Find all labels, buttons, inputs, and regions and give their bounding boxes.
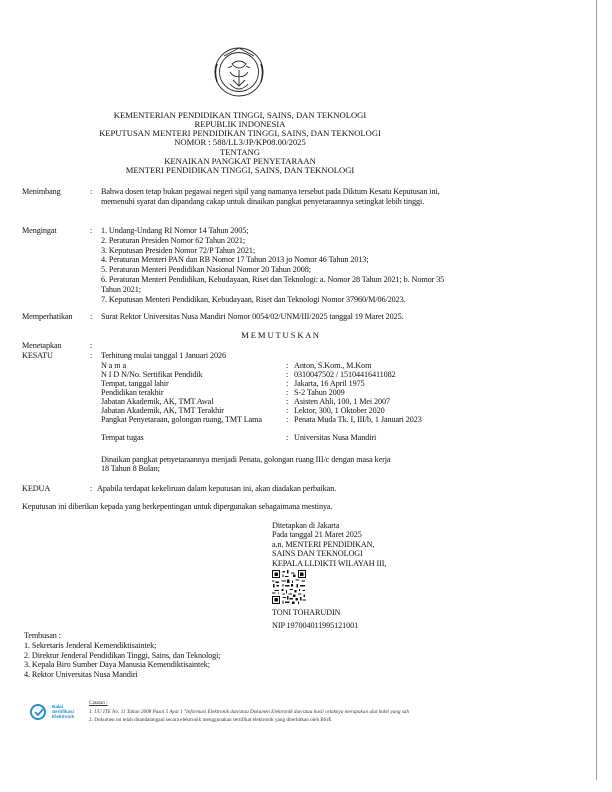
mengingat-item: 7. Keputusan Menteri Pendidikan, Kebudayaan, Riset dan Teknologi Nomor 37960/M/06/2023. — [101, 294, 406, 304]
field-value: Jakarta, 16 April 1975 — [294, 379, 365, 388]
field-value: Asisten Ahli, 100, 1 Mei 2007 — [294, 397, 391, 406]
qr-code-icon — [272, 570, 306, 604]
menetapkan-colon: : — [90, 341, 93, 350]
decree-number: NOMOR : 588/LL3/JP/KP08.00/2025 — [174, 137, 306, 147]
mengingat-list — [101, 226, 463, 304]
field-sep: : — [286, 379, 289, 388]
ministry-name: KEMENTERIAN PENDIDIKAN TINGGI, SAINS, DAN TEKNOLOGI — [113, 110, 367, 120]
republic-name: REPUBLIK INDONESIA — [194, 119, 286, 129]
tembusan-item: 2. Direktur Jenderal Pendidikan Tinggi, Sains, dan Teknologi; — [24, 650, 221, 660]
signature-position: KEPALA LLDIKTI WILAYAH III, — [272, 558, 387, 568]
signature-place: Ditetapkan di Jakarta — [272, 521, 340, 530]
bsre-label: Balai Sertifikasi Elektronik — [52, 704, 75, 719]
field-sep: : — [286, 370, 289, 379]
kesatu-fields — [101, 361, 461, 442]
field-key: N a m a — [101, 361, 126, 370]
menimbang-text: Bahwa dosen tetap bukan pegawai negeri sipil yang namanya tersebut pada Diktum Kesatu Keputusan ini, memenuhi syarat dan dipandang cakap untuk dinaikan pangkat penyetaraannya setingkat lebih tinggi. — [101, 187, 440, 206]
field-row — [101, 370, 461, 379]
mengingat-item: 4. Peraturan Menteri PAN dan RB Nomor 17 Tahun 2013 jo Nomor 46 Tahun 2013; — [101, 255, 369, 265]
field-row — [101, 415, 461, 433]
menimbang-label: Menimbang — [22, 187, 61, 196]
kesatu-colon: : — [90, 351, 93, 360]
field-row — [101, 388, 461, 397]
field-value: Lektor, 300, 1 Oktober 2020 — [294, 406, 385, 415]
field-key: Tempat tugas — [101, 433, 144, 442]
field-sep: : — [286, 433, 289, 442]
mengingat-item: 6. Peraturan Menteri Pendidikan, Kebudayaan, Riset dan Teknologi: a. Nomor 28 Tahun 2021; b. Nomor 35 Tahun 2021; — [101, 274, 445, 294]
kesatu-label: KESATU — [22, 351, 53, 360]
kedua-label: KEDUA — [22, 484, 51, 493]
decree-title: KEPUTUSAN MENTERI PENDIDIKAN TINGGI, SAINS, DAN TEKNOLOGI — [99, 128, 381, 138]
field-value: 0310047502 / 15104416411082 — [294, 370, 396, 379]
field-sep: : — [286, 406, 289, 415]
footer-catatan: Catatan : — [89, 700, 108, 706]
memperhatikan-label: Memperhatikan — [22, 312, 73, 321]
field-sep: : — [286, 388, 289, 397]
field-value: Anton, S.Kom., M.Kom — [294, 361, 372, 370]
closing-statement: Keputusan ini diberikan kepada yang berkepentingan untuk dipergunakan sebagaimana mestinya. — [22, 502, 333, 511]
signature-behalf-2: SAINS DAN TEKNOLOGI — [272, 549, 363, 559]
subject-line-1: KENAIKAN PANGKAT PENYETARAAN — [164, 156, 316, 166]
field-key: Tempat, tanggal lahir — [101, 379, 169, 388]
signatory-nip: NIP 197004011995121001 — [272, 621, 359, 630]
tembusan-block — [24, 631, 220, 680]
field-value: Penata Muda Tk. I, III/b, 1 Januari 2023 — [294, 415, 422, 424]
tembusan-title: Tembusan : — [24, 631, 61, 640]
field-sep: : — [286, 361, 289, 370]
subject-line-2: MENTERI PENDIDIKAN TINGGI, SAINS, DAN TEKNOLOGI — [125, 165, 355, 175]
signature-date: Pada tanggal 21 Maret 2025 — [272, 530, 362, 540]
bsre-logo — [28, 703, 50, 726]
tembusan-item: 3. Kepala Biro Sumber Daya Manusia Kemendiktisaintek; — [24, 660, 210, 670]
field-key: N I D N/No. Sertifikat Pendidik — [101, 370, 203, 379]
menetapkan-label: Menetapkan — [22, 341, 62, 350]
kedua-colon: : — [90, 484, 93, 493]
about-label: TENTANG — [220, 147, 260, 157]
mengingat-item: 5. Peraturan Menteri Pendidikan Nasional Nomor 20 Tahun 2008; — [101, 265, 311, 275]
tembusan-item: 1. Sekretaris Jenderal Kemendiktisaintek; — [24, 640, 157, 650]
kedua-text: Apabila terdapat kekeliruan dalam keputusan ini, akan diadakan perbaikan. — [97, 484, 337, 493]
field-value: Universitas Nusa Mandiri — [294, 433, 377, 442]
tembusan-item: 4. Rektor Universitas Nusa Mandiri — [24, 670, 138, 680]
field-key: Jabatan Akademik, AK, TMT Awal — [101, 397, 214, 406]
field-row — [101, 433, 461, 442]
field-row — [101, 379, 461, 388]
field-row — [101, 406, 461, 415]
mengingat-label: Mengingat — [22, 226, 57, 235]
memperhatikan-colon: : — [90, 312, 93, 321]
kesatu-intro: Terhitung mulai tanggal 1 Januari 2026 — [101, 351, 227, 360]
menimbang-colon: : — [90, 187, 93, 196]
footer-note-2: 2. Dokumen ini telah ditandatangani secara elektronik menggunakan sertifikat elektronik yang diterbitkan oleh BSrE — [89, 717, 332, 723]
memutuskan-heading: M E M U T U S K A N — [241, 330, 319, 340]
tut-wuri-handayani-emblem — [208, 42, 270, 104]
mengingat-colon: : — [90, 226, 93, 235]
memperhatikan-text: Surat Rektor Universitas Nusa Mandiri Nomor 0054/02/UNM/III/2025 tanggal 19 Maret 2025. — [101, 312, 404, 321]
field-row — [101, 397, 461, 406]
signature-behalf-1: a.n. MENTERI PENDIDIKAN, — [272, 539, 375, 549]
footer-note-1: 1. UU ITE No. 11 Tahun 2008 Pasal 5 Ayat 1 "Informasi Elektronik dan/atau Dokumen Elektronik dan/atau hasil cetaknya merupakan alat bukti yang sah — [89, 709, 409, 715]
signatory-name: TONI TOHARUDIN — [272, 608, 341, 617]
field-key: Pendidikan terakhir — [101, 388, 164, 397]
promotion-line-1: Dinaikan pangkat penyetaraannya menjadi Penata, golongan ruang III/c dengan masa kerja — [101, 455, 391, 464]
mengingat-item: 2. Peraturan Presiden Nomor 62 Tahun 2021; — [101, 235, 246, 245]
mengingat-item: 3. Keputusan Presiden Nomor 72/P Tahun 2021; — [101, 245, 255, 255]
field-row — [101, 361, 461, 370]
bsre-logo-icon — [28, 703, 50, 721]
mengingat-item: 1. Undang-Undang RI Nomor 14 Tahun 2005; — [101, 226, 249, 235]
promotion-line-2: 18 Tahun 8 Bulan; — [101, 464, 160, 473]
field-value: S-2 Tahun 2009 — [294, 388, 345, 397]
field-key: Pangkat Penyetaraan, golongan ruang, TMT Lama — [101, 415, 262, 424]
field-key: Jabatan Akademik, AK, TMT Terakhir — [101, 406, 224, 415]
signature-block — [272, 521, 386, 568]
field-sep: : — [286, 415, 289, 424]
field-sep: : — [286, 397, 289, 406]
